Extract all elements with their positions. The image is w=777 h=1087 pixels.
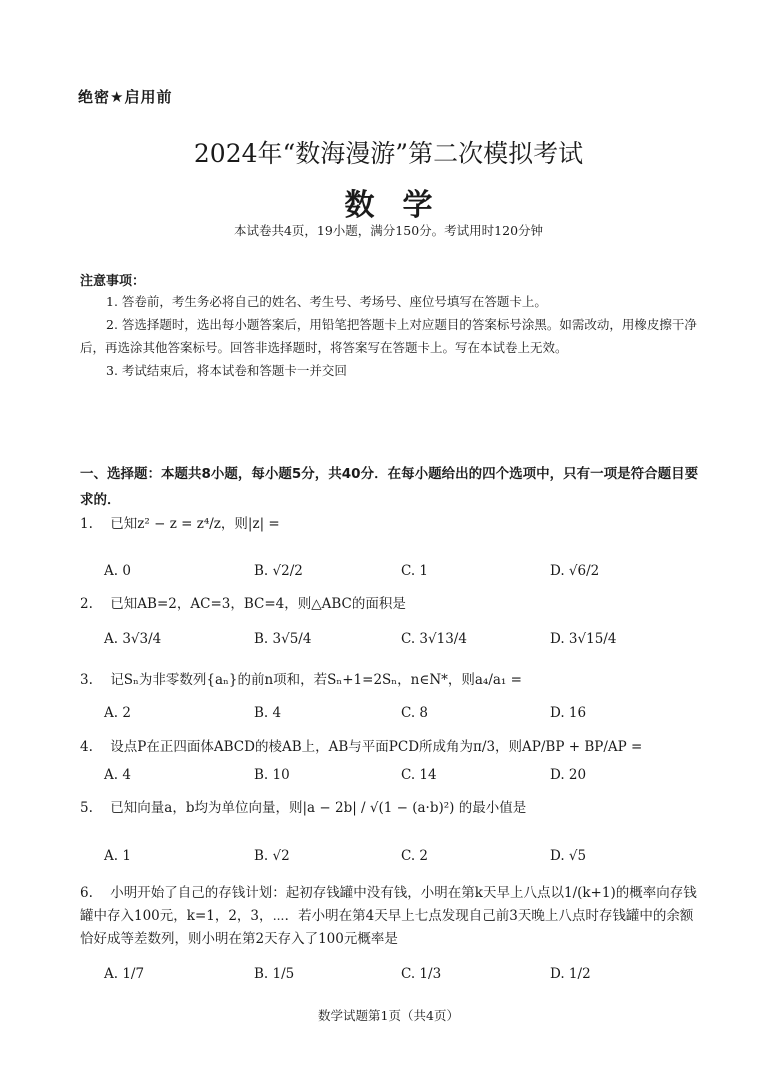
option-d: D. 3√15/4 (550, 631, 617, 647)
question-5 (80, 796, 700, 816)
options-1 (104, 553, 664, 589)
option-b: B. 4 (254, 705, 282, 721)
question-stem: 设点P在正四面体ABCD的棱AB上，AB与平面PCD所成角为π/3，则AP/BP + BP/AP = (110, 739, 643, 755)
option-b: B. 3√5/4 (254, 631, 312, 647)
page-footer: 数学试题第1页（共4页） (318, 1008, 459, 1023)
notice-item: 2. 答选择题时，选出每小题答案后，用铅笔把答题卡上对应题目的答案标号涂黑。如需改动，用橡皮擦干净后，再选涂其他答案标号。回答非选择题时，将答案写在答题卡上。写在本试卷上无效。 (80, 317, 697, 355)
option-c: C. 14 (401, 767, 437, 783)
notice-item: 1. 答卷前，考生务必将自己的姓名、考生号、考场号、座位号填写在答题卡上。 (106, 294, 547, 309)
options-6 (104, 956, 664, 992)
question-stem: 记Sₙ为非零数列{aₙ}的前n项和，若Sₙ+1=2Sₙ，n∈N*，则a₄/a₁ = (110, 672, 522, 688)
question-number: 6. (80, 885, 93, 901)
option-d: D. 20 (550, 767, 587, 783)
question-number: 3. (80, 672, 93, 688)
option-c: C. 2 (401, 848, 429, 864)
option-c: C. 3√13/4 (401, 631, 467, 647)
question-number: 2. (80, 596, 93, 612)
option-b: B. 10 (254, 767, 290, 783)
option-a: A. 1/7 (104, 966, 145, 982)
question-2 (80, 592, 700, 612)
option-a: A. 1 (104, 848, 131, 864)
question-stem: 已知AB=2，AC=3，BC=4，则△ABC的面积是 (110, 596, 406, 612)
options-5 (104, 838, 664, 874)
option-a: A. 2 (104, 705, 131, 721)
option-b: B. 1/5 (254, 966, 295, 982)
question-1 (80, 512, 700, 532)
notice-heading: 注意事项： (80, 274, 146, 289)
option-b: B. √2/2 (254, 563, 303, 579)
question-number: 1. (80, 516, 93, 532)
options-3 (104, 695, 664, 731)
option-a: A. 4 (104, 767, 131, 783)
options-4 (104, 757, 664, 793)
exam-meta: 本试卷共4页，19小题，满分150分。考试用时120分钟 (233, 223, 544, 238)
option-b: B. √2 (254, 848, 290, 864)
question-number: 5. (80, 800, 93, 816)
options-2 (104, 621, 664, 657)
option-a: A. 0 (104, 563, 131, 579)
question-stem: 已知向量a，b均为单位向量，则|a − 2b| / √(1 − (a·b)²) 的最小值是 (110, 800, 527, 816)
question-stem: 小明开始了自己的存钱计划：起初存钱罐中没有钱，小明在第k天早上八点以1/(k+1)的概率向存钱罐中存入100元，k=1，2，3，⋯．若小明在第4天早上七点发现自己前3天晚上八点时存钱罐中的余额恰好成等差数列，则小明在第2天存入了100元概率是 (80, 885, 697, 947)
option-d: D. 1/2 (550, 966, 591, 982)
option-a: A. 3√3/4 (104, 631, 162, 647)
exam-title: 2024年“数海漫游”第二次模拟考试 (193, 139, 584, 168)
option-d: D. 16 (550, 705, 587, 721)
question-stem: 已知z² − z = z⁴/z，则|z| = (110, 516, 280, 532)
section-heading: 一、选择题：本题共8小题，每小题5分，共40分．在每小题给出的四个选项中，只有一项是符合题目要求的． (80, 466, 699, 508)
option-c: C. 1/3 (401, 966, 442, 982)
subject-title: 数学 (344, 188, 461, 223)
notice-item: 3. 考试结束后，将本试卷和答题卡一并交回 (106, 363, 347, 378)
option-c: C. 8 (401, 705, 429, 721)
question-6 (80, 882, 700, 951)
option-d: D. √5 (550, 848, 587, 864)
question-3 (80, 668, 700, 688)
secret-mark: 绝密★启用前 (78, 88, 173, 106)
option-d: D. √6/2 (550, 563, 600, 579)
question-4 (80, 735, 700, 755)
question-number: 4. (80, 739, 93, 755)
option-c: C. 1 (401, 563, 429, 579)
notice-list (80, 290, 700, 382)
